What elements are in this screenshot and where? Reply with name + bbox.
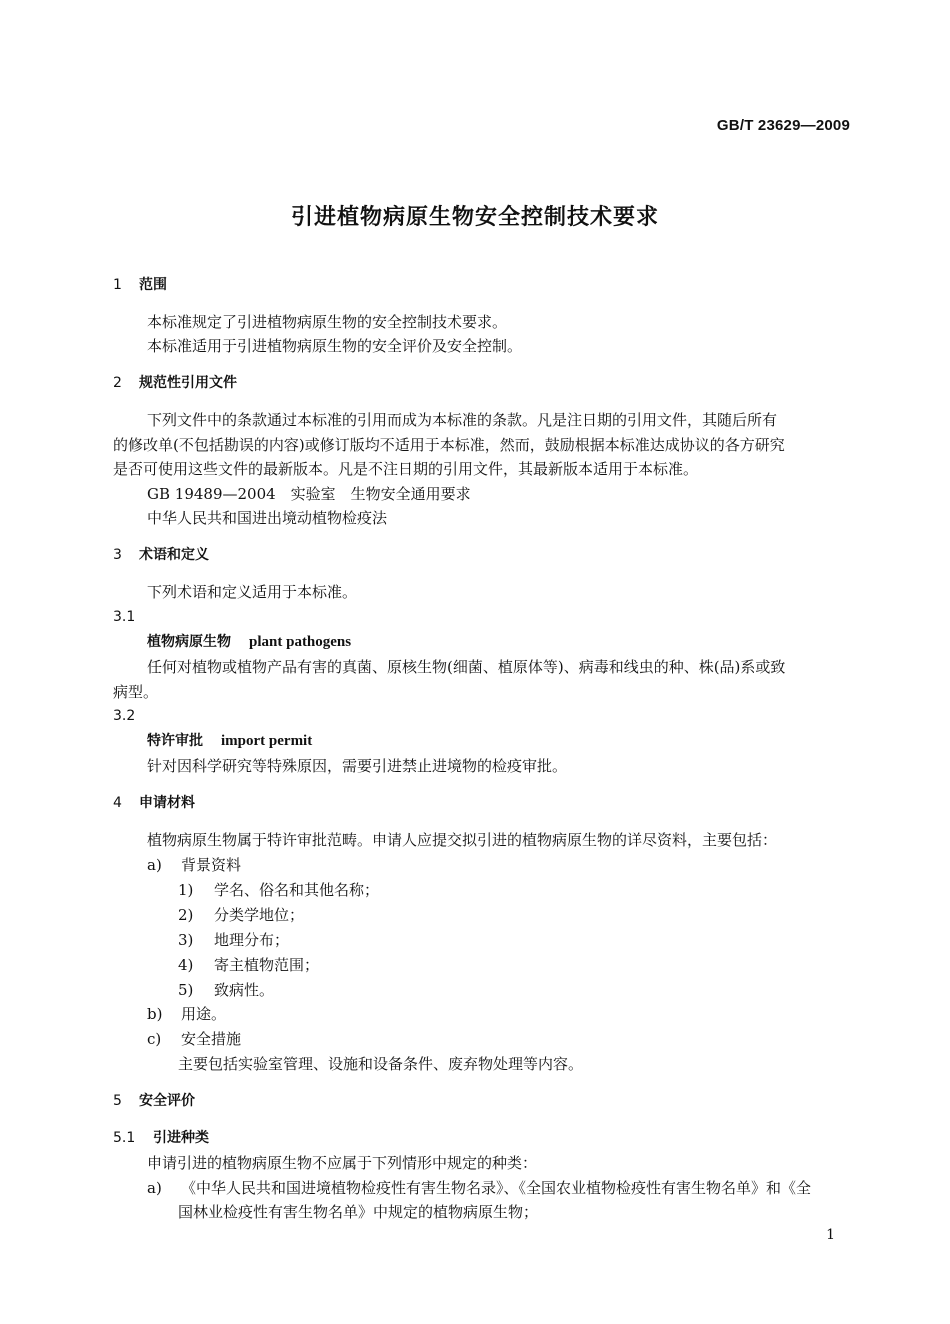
list-label: 3)	[178, 931, 194, 949]
list-label: a)	[147, 856, 162, 874]
reference-item: 中华人民共和国进出境动植物检疫法	[147, 509, 388, 527]
section-number: 1	[113, 277, 122, 293]
reference-item: GB 19489—2004 实验室 生物安全通用要求	[147, 485, 471, 503]
subsection-5-1-heading	[113, 1128, 209, 1148]
list-label: c)	[147, 1030, 162, 1048]
list-label: a)	[147, 1179, 162, 1197]
sub-list-item	[178, 905, 304, 925]
subsection-number: 5.1	[113, 1130, 136, 1146]
term-en: plant pathogens	[249, 634, 352, 650]
list-item	[147, 855, 241, 875]
section-title: 范围	[139, 277, 167, 293]
section-title: 规范性引用文件	[139, 375, 237, 391]
list-label: 4)	[178, 956, 194, 974]
list-text: 地理分布；	[214, 931, 290, 949]
sub-list-item	[178, 880, 379, 900]
clause-number: 3.2	[113, 708, 136, 724]
section-number: 4	[113, 795, 122, 811]
sub-list-item	[178, 955, 319, 975]
list-label: 1)	[178, 881, 194, 899]
list-text: 致病性。	[214, 981, 275, 999]
subsection-title: 引进种类	[153, 1130, 209, 1146]
definition-line: 病型。	[113, 683, 159, 701]
term-zh: 植物病原生物	[147, 634, 231, 650]
section-1-heading	[113, 275, 167, 295]
paragraph: 下列术语和定义适用于本标准。	[147, 583, 358, 601]
section-title: 安全评价	[139, 1093, 195, 1109]
document-title: 引进植物病原生物安全控制技术要求	[290, 205, 659, 230]
paragraph-line: 是否可使用这些文件的最新版本。凡是不注日期的引用文件，其最新版本适用于本标准。	[113, 460, 699, 478]
list-label: b)	[147, 1005, 163, 1023]
list-text: 分类学地位；	[214, 906, 305, 924]
section-title: 申请材料	[139, 795, 195, 811]
term-entry	[147, 731, 312, 751]
list-label: 2)	[178, 906, 194, 924]
paragraph: 本标准适用于引进植物病原生物的安全评价及安全控制。	[147, 337, 523, 355]
section-3-heading	[113, 545, 209, 565]
section-number: 5	[113, 1093, 122, 1109]
term-entry	[147, 632, 351, 652]
paragraph-line: 的修改单(不包括勘误的内容)或修订版均不适用于本标准，然而，鼓励根据本标准达成协议的各方研究	[113, 436, 785, 454]
list-text: 背景资料	[181, 856, 242, 874]
clause-number: 3.1	[113, 609, 136, 625]
list-item	[147, 1029, 241, 1049]
list-continuation: 国林业检疫性有害生物名单》中规定的植物病原生物；	[178, 1203, 539, 1221]
section-5-heading	[113, 1091, 195, 1111]
section-number: 3	[113, 547, 122, 563]
list-text: 安全措施	[181, 1030, 242, 1048]
list-label: 5)	[178, 981, 194, 999]
section-title: 术语和定义	[139, 547, 209, 563]
definition-line: 针对因科学研究等特殊原因，需要引进禁止进境物的检疫审批。	[147, 757, 568, 775]
paragraph: 植物病原生物属于特许审批范畴。申请人应提交拟引进的植物病原生物的详尽资料，主要包括：	[147, 831, 778, 849]
sub-list-item	[178, 930, 289, 950]
list-detail: 主要包括实验室管理、设施和设备条件、废弃物处理等内容。	[178, 1055, 584, 1073]
section-2-heading	[113, 373, 237, 393]
list-text: 寄主植物范围；	[214, 956, 320, 974]
list-text: 用途。	[181, 1005, 227, 1023]
paragraph-line: 下列文件中的条款通过本标准的引用而成为本标准的条款。凡是注日期的引用文件，其随后所有	[147, 411, 778, 429]
list-item	[147, 1004, 226, 1024]
list-item	[147, 1178, 811, 1198]
page-number: 1	[826, 1227, 835, 1243]
definition-line: 任何对植物或植物产品有害的真菌、原核生物(细菌、植原体等)、病毒和线虫的种、株(品)系或致	[147, 658, 786, 676]
standard-code: GB/T 23629—2009	[716, 117, 850, 134]
list-text: 《中华人民共和国进境植物检疫性有害生物名录》、《全国农业植物检疫性有害生物名单》和《全	[181, 1179, 812, 1197]
section-4-heading	[113, 793, 195, 813]
section-number: 2	[113, 375, 122, 391]
paragraph: 本标准规定了引进植物病原生物的安全控制技术要求。	[147, 313, 508, 331]
term-en: import permit	[221, 733, 313, 749]
paragraph: 申请引进的植物病原生物不应属于下列情形中规定的种类：	[147, 1154, 538, 1172]
list-text: 学名、俗名和其他名称；	[214, 881, 380, 899]
sub-list-item	[178, 980, 274, 1000]
term-zh: 特许审批	[147, 733, 203, 749]
